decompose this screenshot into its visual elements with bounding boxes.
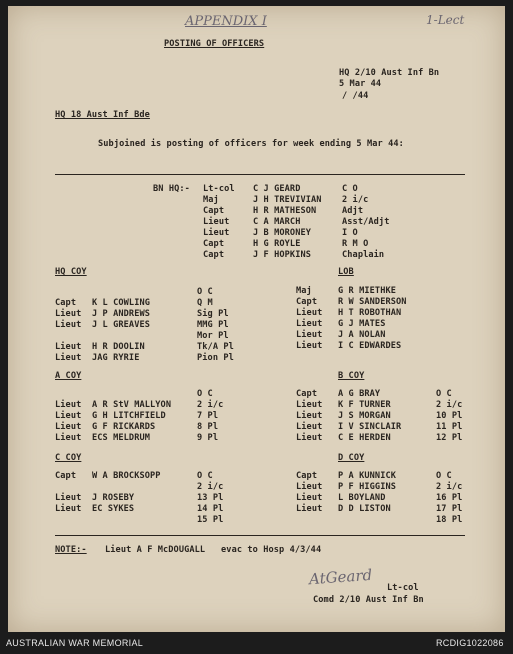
bn-hq-row-5-col-1: H G ROYLE [253, 239, 301, 249]
hq-coy-title: HQ COY [55, 267, 87, 277]
document-title: POSTING OF OFFICERS [164, 39, 265, 49]
b-coy-row-4-col-0: Lieut [296, 433, 323, 443]
bn-hq-row-5-col-2: R M O [342, 239, 369, 249]
b-coy-row-4-col-1: C E HERDEN [338, 433, 391, 443]
bn-hq-row-1-col-1: J H TREVIVIAN [253, 195, 322, 205]
a-coy-row-4-col-0: Lieut [55, 433, 82, 443]
bn-hq-row-4-col-2: I O [342, 228, 358, 238]
hq-coy-row-3-col-2: MMG Pl [197, 320, 229, 330]
addressee: HQ 18 Aust Inf Bde [55, 110, 150, 120]
a-coy-row-2-col-2: 7 Pl [197, 411, 219, 421]
bottom-divider [55, 535, 465, 536]
bn-hq-row-3-col-2: Asst/Adjt [342, 217, 390, 227]
d-coy-row-4-col-2: 18 Pl [436, 515, 463, 525]
origin-line-1: HQ 2/10 Aust Inf Bn [339, 68, 440, 78]
a-coy-row-2-col-0: Lieut [55, 411, 82, 421]
d-coy-row-0-col-0: Capt [296, 471, 318, 481]
d-coy-row-2-col-1: L BOYLAND [338, 493, 386, 503]
d-coy-row-3-col-2: 17 Pl [436, 504, 463, 514]
lob-row-4-col-1: J A NOLAN [338, 330, 386, 340]
lob-row-2-col-1: H T ROBOTHAN [338, 308, 402, 318]
d-coy-row-0-col-2: O C [436, 471, 452, 481]
bn-hq-row-3-col-1: C A MARCH [253, 217, 301, 227]
a-coy-row-1-col-2: 2 i/c [197, 400, 224, 410]
bn-hq-row-2-col-2: Adjt [342, 206, 364, 216]
hq-coy-row-2-col-1: J P ANDREWS [92, 309, 151, 319]
d-coy-title: D COY [338, 453, 365, 463]
a-coy-row-0-col-2: O C [197, 389, 213, 399]
c-coy-row-1-col-2: 2 i/c [197, 482, 224, 492]
b-coy-row-1-col-1: K F TURNER [338, 400, 391, 410]
lob-row-3-col-1: G J MATES [338, 319, 386, 329]
d-coy-row-2-col-0: Lieut [296, 493, 323, 503]
b-coy-row-3-col-0: Lieut [296, 422, 323, 432]
c-coy-row-0-col-2: O C [197, 471, 213, 481]
d-coy-row-3-col-0: Lieut [296, 504, 323, 514]
hq-coy-row-5-col-2: Tk/A Pl [197, 342, 234, 352]
bn-hq-row-1-col-2: 2 i/c [342, 195, 369, 205]
c-coy-row-2-col-2: 13 Pl [197, 493, 224, 503]
hq-coy-row-6-col-0: Lieut [55, 353, 82, 363]
d-coy-row-3-col-1: D D LISTON [338, 504, 391, 514]
hq-coy-row-3-col-1: J L GREAVES [92, 320, 151, 330]
a-coy-row-3-col-1: G F RICKARDS [92, 422, 156, 432]
lob-row-2-col-0: Lieut [296, 308, 323, 318]
c-coy-row-3-col-1: EC SYKES [92, 504, 135, 514]
hq-coy-row-5-col-1: H R DOOLIN [92, 342, 145, 352]
b-coy-row-0-col-0: Capt [296, 389, 318, 399]
a-coy-title: A COY [55, 371, 82, 381]
b-coy-row-4-col-2: 12 Pl [436, 433, 463, 443]
hq-coy-row-2-col-0: Lieut [55, 309, 82, 319]
bn-hq-row-6-col-2: Chaplain [342, 250, 385, 260]
signature: AtGeard [308, 565, 373, 589]
bn-hq-row-1-col-0: Maj [203, 195, 219, 205]
hq-coy-row-0-col-2: O C [197, 287, 213, 297]
c-coy-row-3-col-2: 14 Pl [197, 504, 224, 514]
d-coy-row-0-col-1: P A KUNNICK [338, 471, 397, 481]
note-label: NOTE:- [55, 545, 87, 555]
bn-hq-row-6-col-0: Capt [203, 250, 225, 260]
c-coy-row-0-col-1: W A BROCKSOPP [92, 471, 161, 481]
lob-title: LOB [338, 267, 354, 277]
a-coy-row-3-col-2: 8 Pl [197, 422, 219, 432]
bn-hq-row-6-col-1: J F HOPKINS [253, 250, 312, 260]
corner-annotation: 1-Lect [426, 13, 465, 27]
c-coy-row-0-col-0: Capt [55, 471, 77, 481]
signatory-title: Comd 2/10 Aust Inf Bn [313, 595, 424, 605]
c-coy-row-3-col-0: Lieut [55, 504, 82, 514]
b-coy-row-3-col-2: 11 Pl [436, 422, 463, 432]
intro-text: Subjoined is posting of officers for week ending 5 Mar 44: [98, 139, 404, 149]
origin-line-2: 5 Mar 44 [339, 79, 382, 89]
lob-row-5-col-1: I C EDWARDES [338, 341, 402, 351]
a-coy-row-1-col-1: A R StV MALLYON [92, 400, 172, 410]
bn-hq-row-2-col-1: H R MATHESON [253, 206, 317, 216]
d-coy-row-2-col-2: 16 Pl [436, 493, 463, 503]
lob-row-4-col-0: Lieut [296, 330, 323, 340]
a-coy-row-1-col-0: Lieut [55, 400, 82, 410]
signatory-rank: Lt-col [387, 583, 419, 593]
c-coy-row-2-col-0: Lieut [55, 493, 82, 503]
bn-hq-row-3-col-0: Lieut [203, 217, 230, 227]
c-coy-title: C COY [55, 453, 82, 463]
c-coy-row-4-col-2: 15 Pl [197, 515, 224, 525]
lob-row-3-col-0: Lieut [296, 319, 323, 329]
hq-coy-row-6-col-1: JAG RYRIE [92, 353, 140, 363]
b-coy-row-1-col-0: Lieut [296, 400, 323, 410]
d-coy-row-1-col-1: P F HIGGINS [338, 482, 397, 492]
b-coy-row-2-col-1: J S MORGAN [338, 411, 391, 421]
top-divider [55, 174, 465, 175]
lob-row-0-col-1: G R MIETHKE [338, 286, 397, 296]
lob-row-1-col-1: R W SANDERSON [338, 297, 407, 307]
lob-row-0-col-0: Maj [296, 286, 312, 296]
appendix-annotation: APPENDIX I [185, 14, 267, 29]
b-coy-row-0-col-1: A G BRAY [338, 389, 381, 399]
document-page [8, 6, 505, 632]
b-coy-row-1-col-2: 2 i/c [436, 400, 463, 410]
bn-hq-row-2-col-0: Capt [203, 206, 225, 216]
d-coy-row-1-col-0: Lieut [296, 482, 323, 492]
origin-line-3: / /44 [342, 91, 369, 101]
b-coy-title: B COY [338, 371, 365, 381]
bn-hq-row-5-col-0: Capt [203, 239, 225, 249]
bn-hq-row-0-col-1: C J GEARD [253, 184, 301, 194]
b-coy-row-3-col-1: I V SINCLAIR [338, 422, 402, 432]
hq-coy-row-1-col-1: K L COWLING [92, 298, 151, 308]
b-coy-row-2-col-2: 10 Pl [436, 411, 463, 421]
hq-coy-row-2-col-2: Sig Pl [197, 309, 229, 319]
b-coy-row-2-col-0: Lieut [296, 411, 323, 421]
d-coy-row-1-col-2: 2 i/c [436, 482, 463, 492]
hq-coy-row-4-col-2: Mor Pl [197, 331, 229, 341]
lob-row-5-col-0: Lieut [296, 341, 323, 351]
lob-row-1-col-0: Capt [296, 297, 318, 307]
a-coy-row-4-col-1: ECS MELDRUM [92, 433, 151, 443]
a-coy-row-2-col-1: G H LITCHFIELD [92, 411, 166, 421]
note-text: Lieut A F McDOUGALL evac to Hosp 4/3/44 [105, 545, 322, 555]
hq-coy-row-6-col-2: Pion Pl [197, 353, 234, 363]
c-coy-row-2-col-1: J ROSEBY [92, 493, 135, 503]
a-coy-row-4-col-2: 9 Pl [197, 433, 219, 443]
b-coy-row-0-col-2: O C [436, 389, 452, 399]
footer-id: RCDIG1022086 [436, 638, 504, 648]
bn-hq-row-4-col-0: Lieut [203, 228, 230, 238]
a-coy-row-3-col-0: Lieut [55, 422, 82, 432]
bn-hq-row-4-col-1: J B MORONEY [253, 228, 312, 238]
hq-coy-row-1-col-2: Q M [197, 298, 213, 308]
bn-hq-label: BN HQ:- [153, 184, 190, 194]
hq-coy-row-1-col-0: Capt [55, 298, 77, 308]
hq-coy-row-3-col-0: Lieut [55, 320, 82, 330]
hq-coy-row-5-col-0: Lieut [55, 342, 82, 352]
bn-hq-row-0-col-0: Lt-col [203, 184, 235, 194]
bn-hq-row-0-col-2: C O [342, 184, 358, 194]
footer-source: AUSTRALIAN WAR MEMORIAL [6, 638, 144, 648]
